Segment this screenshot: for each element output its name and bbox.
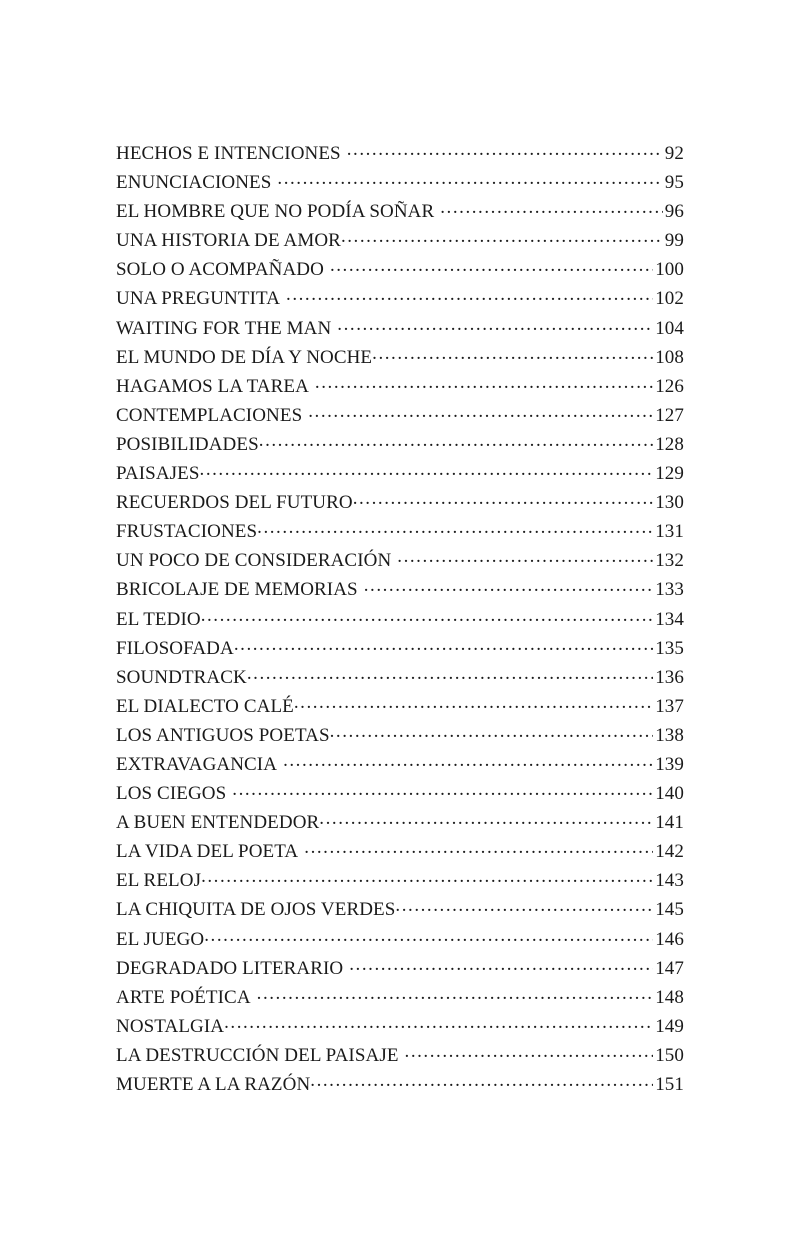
toc-entry-page-number: 134 bbox=[655, 608, 684, 630]
toc-entry-title: A BUEN ENTENDEDOR bbox=[116, 812, 320, 834]
toc-dot-leader bbox=[277, 169, 662, 188]
toc-entry-page-number: 137 bbox=[655, 695, 684, 717]
toc-entry-page-number: 140 bbox=[655, 783, 684, 805]
toc-dot-leader bbox=[364, 576, 653, 595]
toc-entry-page-number: 127 bbox=[655, 404, 684, 426]
toc-entry-title: BRICOLAJE DE MEMORIAS bbox=[116, 579, 358, 601]
toc-entry[interactable] bbox=[116, 226, 684, 255]
toc-entry-page-number: 150 bbox=[655, 1044, 684, 1066]
toc-entry[interactable] bbox=[116, 1070, 684, 1099]
toc-entry[interactable] bbox=[116, 401, 684, 430]
toc-dot-leader bbox=[341, 227, 663, 246]
toc-entry-page-number: 95 bbox=[664, 172, 684, 194]
toc-dot-leader bbox=[232, 780, 653, 799]
toc-entry[interactable] bbox=[116, 168, 684, 197]
toc-dot-leader bbox=[259, 431, 653, 450]
toc-entry-page-number: 146 bbox=[655, 928, 684, 950]
toc-entry-page-number: 104 bbox=[655, 317, 684, 339]
toc-entry[interactable] bbox=[116, 139, 684, 168]
toc-entry-page-number: 135 bbox=[655, 637, 684, 659]
toc-entry-page-number: 100 bbox=[655, 259, 684, 281]
toc-entry[interactable] bbox=[116, 314, 684, 343]
toc-entry[interactable] bbox=[116, 837, 684, 866]
toc-entry-page-number: 149 bbox=[655, 1015, 684, 1037]
toc-entry-page-number: 145 bbox=[655, 899, 684, 921]
toc-entry-title: ARTE POÉTICA bbox=[116, 986, 251, 1008]
toc-entry-page-number: 147 bbox=[655, 957, 684, 979]
toc-entry-page-number: 142 bbox=[655, 841, 684, 863]
toc-entry[interactable] bbox=[116, 866, 684, 895]
toc-entry[interactable] bbox=[116, 197, 684, 226]
toc-dot-leader bbox=[353, 489, 653, 508]
toc-entry-page-number: 99 bbox=[664, 230, 684, 252]
toc-entry-title: WAITING FOR THE MAN bbox=[116, 317, 332, 339]
toc-dot-leader bbox=[440, 198, 663, 217]
toc-dot-leader bbox=[337, 315, 653, 334]
toc-dot-leader bbox=[349, 955, 653, 974]
toc-entry-page-number: 141 bbox=[655, 812, 684, 834]
toc-entry-title: ENUNCIACIONES bbox=[116, 172, 272, 194]
toc-entry-title: LA CHIQUITA DE OJOS VERDES bbox=[116, 899, 396, 921]
toc-entry-title: LA VIDA DEL POETA bbox=[116, 841, 299, 863]
toc-dot-leader bbox=[234, 635, 653, 654]
toc-entry[interactable] bbox=[116, 255, 684, 284]
toc-entry[interactable] bbox=[116, 459, 684, 488]
toc-entry-page-number: 136 bbox=[655, 666, 684, 688]
toc-entry[interactable] bbox=[116, 954, 684, 983]
toc-entry-title: FILOSOFADA bbox=[116, 637, 234, 659]
toc-entry-page-number: 96 bbox=[664, 201, 684, 223]
toc-entry-page-number: 92 bbox=[664, 143, 684, 164]
toc-entry-title: UNA PREGUNTITA bbox=[116, 288, 281, 310]
toc-entry-page-number: 151 bbox=[655, 1074, 684, 1095]
toc-entry-title: PAISAJES bbox=[116, 463, 200, 485]
toc-entry[interactable] bbox=[116, 983, 684, 1012]
toc-dot-leader bbox=[201, 867, 653, 886]
toc-dot-leader bbox=[294, 693, 653, 712]
toc-dot-leader bbox=[330, 256, 653, 275]
toc-entry[interactable] bbox=[116, 546, 684, 575]
toc-entry-title: DEGRADADO LITERARIO bbox=[116, 957, 344, 979]
toc-entry-page-number: 108 bbox=[655, 346, 684, 368]
toc-dot-leader bbox=[286, 285, 653, 304]
toc-entry[interactable] bbox=[116, 343, 684, 372]
toc-dot-leader bbox=[310, 1071, 653, 1090]
toc-dot-leader bbox=[330, 722, 654, 741]
toc-dot-leader bbox=[347, 140, 663, 159]
toc-dot-leader bbox=[308, 402, 653, 421]
toc-entry-page-number: 129 bbox=[655, 463, 684, 485]
toc-entry[interactable] bbox=[116, 663, 684, 692]
toc-entry-page-number: 139 bbox=[655, 753, 684, 775]
toc-entry-page-number: 138 bbox=[655, 724, 684, 746]
toc-entry-title: RECUERDOS DEL FUTURO bbox=[116, 492, 353, 514]
toc-entry[interactable] bbox=[116, 808, 684, 837]
table-of-contents-list bbox=[0, 139, 800, 1099]
toc-entry-title: EL DIALECTO CALÉ bbox=[116, 695, 294, 717]
toc-dot-leader bbox=[247, 664, 653, 683]
toc-entry-title: SOUNDTRACK bbox=[116, 666, 247, 688]
toc-entry[interactable] bbox=[116, 430, 684, 459]
toc-dot-leader bbox=[405, 1042, 654, 1061]
toc-entry-title: EL HOMBRE QUE NO PODÍA SOÑAR bbox=[116, 201, 435, 223]
toc-entry[interactable] bbox=[116, 925, 684, 954]
toc-entry[interactable] bbox=[116, 692, 684, 721]
toc-entry[interactable] bbox=[116, 575, 684, 604]
toc-entry[interactable] bbox=[116, 779, 684, 808]
toc-entry-title: EL TEDIO bbox=[116, 608, 201, 630]
toc-dot-leader bbox=[283, 751, 653, 770]
toc-entry-title: FRUSTACIONES bbox=[116, 521, 258, 543]
toc-dot-leader bbox=[257, 518, 653, 537]
toc-entry-title: EXTRAVAGANCIA bbox=[116, 753, 278, 775]
toc-entry-page-number: 148 bbox=[655, 986, 684, 1008]
toc-dot-leader bbox=[200, 460, 654, 479]
toc-entry-title: LOS ANTIGUOS POETAS bbox=[116, 724, 330, 746]
toc-entry-title: POSIBILIDADES bbox=[116, 433, 259, 455]
toc-entry[interactable] bbox=[116, 1041, 684, 1070]
toc-dot-leader bbox=[397, 547, 653, 566]
toc-entry[interactable] bbox=[116, 488, 684, 517]
toc-entry[interactable] bbox=[116, 517, 684, 546]
toc-entry[interactable] bbox=[116, 372, 684, 401]
toc-entry-title: EL RELOJ bbox=[116, 870, 202, 892]
toc-entry[interactable] bbox=[116, 634, 684, 663]
toc-entry-page-number: 133 bbox=[655, 579, 684, 601]
toc-dot-leader bbox=[224, 1013, 653, 1032]
toc-entry-title: LA DESTRUCCIÓN DEL PAISAJE bbox=[116, 1044, 399, 1066]
toc-entry-page-number: 128 bbox=[655, 433, 684, 455]
toc-entry-title: CONTEMPLACIONES bbox=[116, 404, 303, 426]
toc-dot-leader bbox=[257, 984, 654, 1003]
toc-entry-page-number: 102 bbox=[655, 288, 684, 310]
toc-dot-leader bbox=[319, 809, 653, 828]
toc-entry-page-number: 130 bbox=[655, 492, 684, 514]
toc-entry-title: EL MUNDO DE DÍA Y NOCHE bbox=[116, 346, 373, 368]
toc-entry-page-number: 143 bbox=[655, 870, 684, 892]
toc-entry[interactable] bbox=[116, 721, 684, 750]
toc-dot-leader bbox=[304, 838, 653, 857]
toc-entry[interactable] bbox=[116, 1012, 684, 1041]
toc-entry-page-number: 131 bbox=[655, 521, 684, 543]
toc-dot-leader bbox=[204, 926, 653, 945]
toc-dot-leader bbox=[315, 373, 653, 392]
toc-entry[interactable] bbox=[116, 895, 684, 924]
toc-entry-page-number: 132 bbox=[655, 550, 684, 572]
toc-entry-title: EL JUEGO bbox=[116, 928, 205, 950]
toc-dot-leader bbox=[395, 896, 653, 915]
toc-entry-title: HECHOS E INTENCIONES bbox=[116, 143, 341, 164]
toc-dot-leader bbox=[372, 344, 653, 363]
toc-entry-title: UNA HISTORIA DE AMOR bbox=[116, 230, 341, 252]
toc-entry[interactable] bbox=[116, 605, 684, 634]
toc-dot-leader bbox=[201, 606, 653, 625]
toc-entry-page-number: 126 bbox=[655, 375, 684, 397]
toc-entry-title: UN POCO DE CONSIDERACIÓN bbox=[116, 550, 392, 572]
toc-entry-title: MUERTE A LA RAZÓN bbox=[116, 1074, 311, 1095]
toc-entry-title: HAGAMOS LA TAREA bbox=[116, 375, 309, 397]
toc-entry-title: NOSTALGIA bbox=[116, 1015, 225, 1037]
toc-entry[interactable] bbox=[116, 750, 684, 779]
toc-entry-title: LOS CIEGOS bbox=[116, 783, 227, 805]
toc-entry-title: SOLO O ACOMPAÑADO bbox=[116, 259, 324, 281]
toc-entry[interactable] bbox=[116, 284, 684, 313]
